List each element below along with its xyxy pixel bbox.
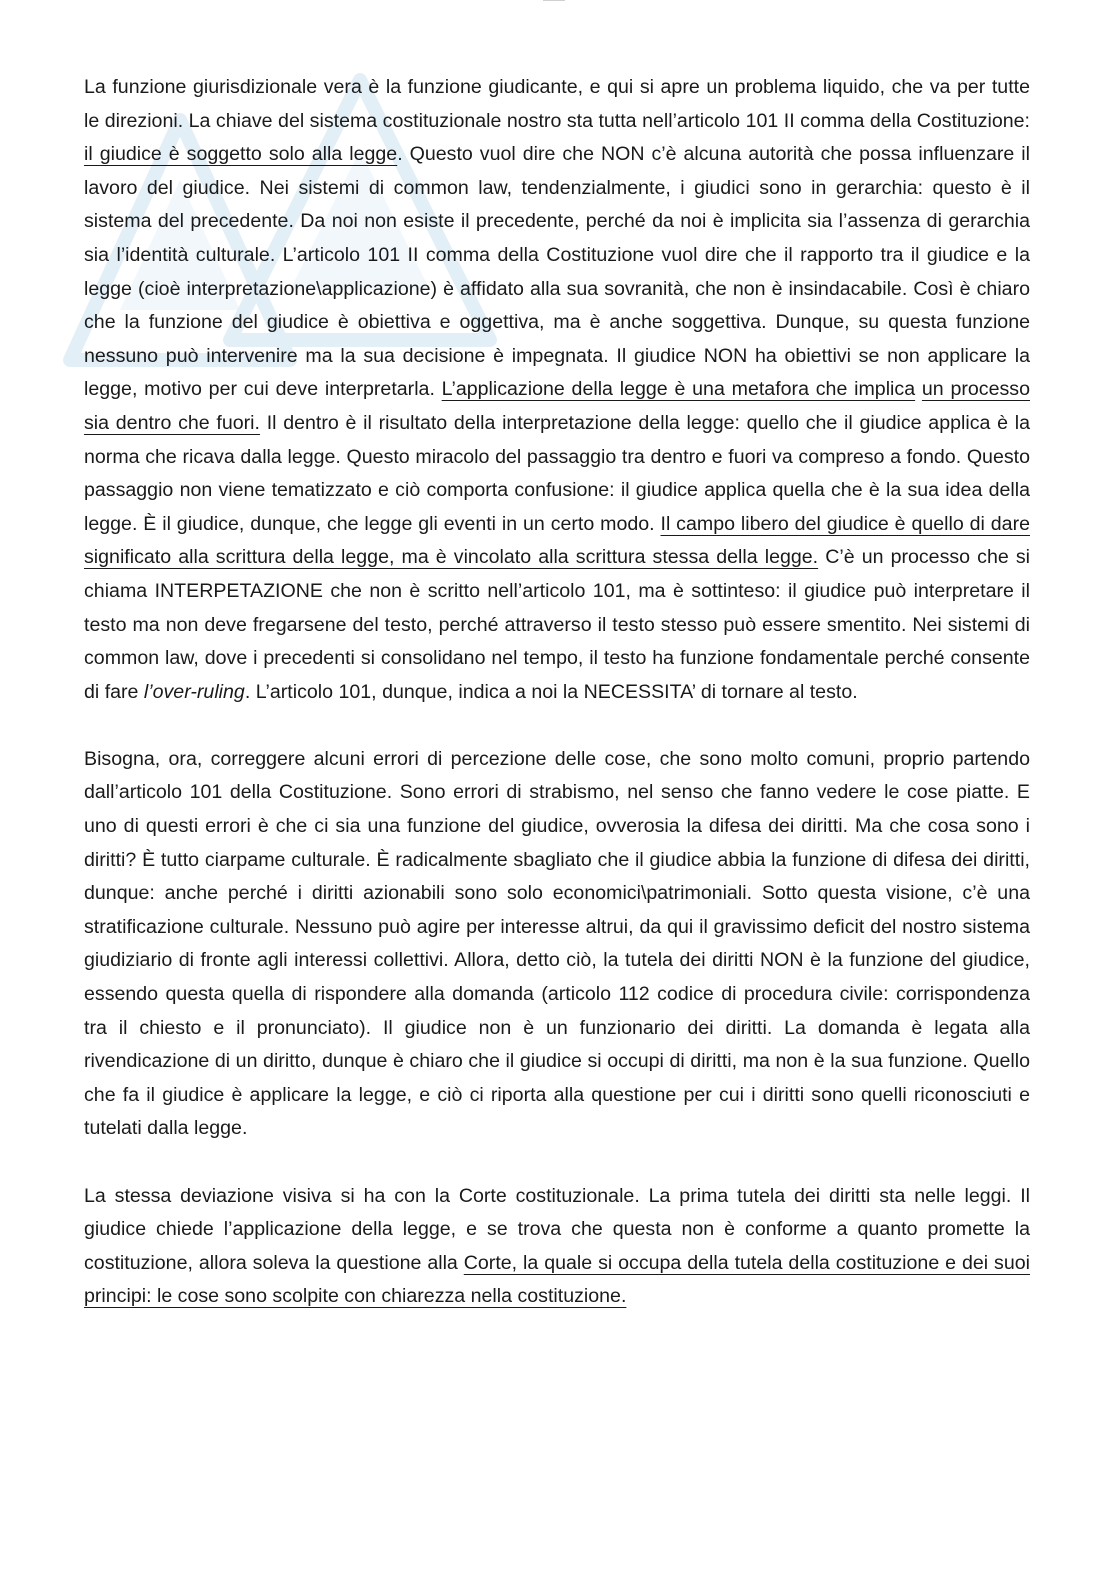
- paragraph: [84, 743, 1030, 1146]
- paragraph-text: La funzione giurisdizionale vera è la funzione giudicante, e qui si apre un problema liquido, che va per tutte le direzioni. La chiave del sistema costituzionale nostro sta tutta nell’articolo 101 II comma della Costituzione:: [84, 76, 1030, 132]
- paragraph-text: Bisogna, ora, correggere alcuni errori di percezione delle cose, che sono molto comuni, proprio partendo dall’articolo 101 della Costituzione. Sono errori di strabismo, nel senso che fanno vedere le cose piatte. E uno di questi errori è che ci sia una funzione del giudice, ovverosia la difesa dei diritti. Ma che cosa sono i diritti? È tutto ciarpame culturale. È radicalmente sbagliato che il giudice abbia la funzione di difesa dei diritti, dunque: anche perché i diritti azionabili sono solo economici\patrimoniali. Sotto questa visione, c’è una stratificazione culturale. Nessuno può agire per interesse altrui, da qui il gravissimo deficit del nostro sistema giudiziario di fronte agli interessi collettivi. Allora, detto ciò, la tutela dei diritti NON è la funzione del giudice, essendo questa quella di rispondere alla domanda (articolo 112 codice di procedura civile: corrispondenza tra il chiesto e il pronunciato). Il giudice non è un funzionario dei diritti. La domanda è legata alla rivendicazione di un diritto, dunque è chiaro che il giudice si occupi di diritti, ma non è la sua funzione. Quello che fa il giudice è applicare la legge, e ciò ci riporta alla questione per cui i diritti sono quelli riconosciuti e tutelati dalla legge.: [84, 747, 1030, 1140]
- paragraph-text: . Questo vuol dire che NON c’è alcuna autorità che possa influenzare il lavoro del giudice. Nei sistemi di common law, tendenzialmente, i giudici sono in gerarchia: questo è il sistema del precedente. Da noi non esiste il precedente, perché da noi è implicita sia l’assenza di gerarchia sia l’identità culturale. L’articolo 101 II comma della Costituzione vuol dire che il rapporto tra il giudice e la legge (cioè interpretazione\applicazione) è affidato alla sua sovranità, che non è insindacabile. Così è chiaro che la funzione del giudice è obiettiva e oggettiva, ma è anche soggettiva. Dunque, su questa funzione nessuno può intervenire ma la sua decisione è impegnata. Il giudice NON ha obiettivi se non applicare la legge, motivo per cui deve interpretarla.: [84, 143, 1030, 401]
- header-mark: [543, 0, 565, 6]
- underlined-text: un processo sia dentro che fuori.: [84, 378, 1030, 434]
- paragraph-text: Il dentro è il risultato della interpretazione della legge: quello che il giudice applica è la norma che ricava dalla legge. Questo miracolo del passaggio tra dentro e fuori va compreso a fondo. Questo passaggio non viene tematizzato e ciò comporta confusione: il giudice applica quella che è la sua idea della legge. È il giudice, dunque, che legge gli eventi in un certo modo.: [84, 411, 1030, 535]
- paragraph: [84, 71, 1030, 709]
- paragraph-text: C’è un processo che si chiama INTERPETAZIONE che non è scritto nell’articolo 101, ma è sottinteso: il giudice può interpretare il testo ma non deve fregarsene del testo, perché attraverso il testo stesso può essere smentito. Nei sistemi di common law, dove i precedenti si consolidano nel tempo, il testo ha funzione fondamentale perché consente di fare: [84, 546, 1030, 703]
- paragraph-text: [915, 378, 922, 400]
- paragraph-text: . L’articolo 101, dunque, indica a noi la NECESSITA’ di tornare al testo.: [244, 680, 858, 703]
- underlined-text: Il campo libero del giudice è quello di dare significato alla scrittura della legge, ma è vincolato alla scrittura stessa della legge.: [84, 512, 1030, 569]
- underlined-text: Corte, la quale si occupa della tutela della costituzione e dei suoi: [463, 1251, 1030, 1274]
- underlined-text: L’applicazione della legge è una metafora che implica: [441, 378, 916, 401]
- underlined-text: il giudice è soggetto solo alla legge: [84, 143, 398, 166]
- italic-text: l’over-ruling: [143, 680, 245, 703]
- underlined-text: principi: le cose sono scolpite con chiarezza nella costituzione.: [84, 1285, 627, 1308]
- paragraph-text: La stessa deviazione visiva si ha con la Corte costituzionale. La prima tutela dei diritti sta nelle leggi. Il giudice chiede l’applicazione della legge, e se trova che questa non è conforme a quanto promette la costituzione, allora soleva la questione alla: [84, 1184, 1030, 1274]
- document-body: [84, 71, 1030, 1348]
- paragraph: [84, 1180, 1030, 1314]
